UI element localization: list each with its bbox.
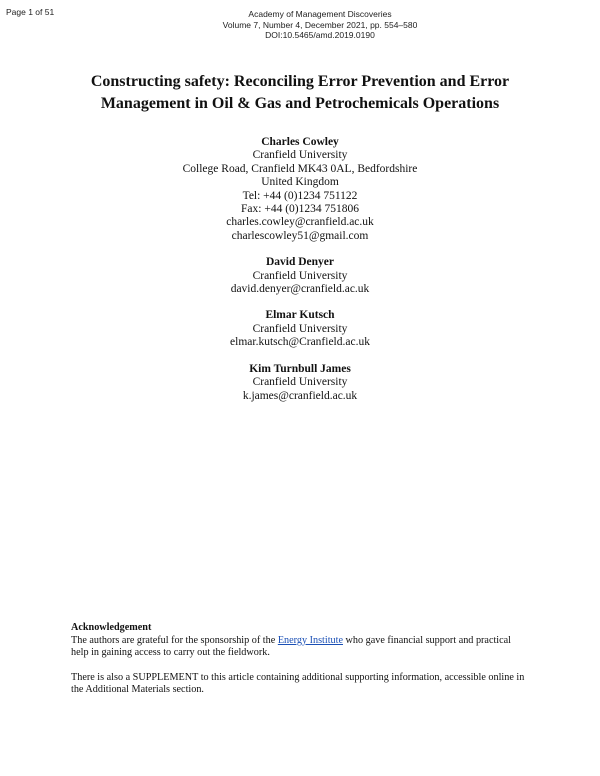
supplement-note: There is also a SUPPLEMENT to this article containing additional supporting information, accessible online in the Additional Materials section. — [71, 671, 525, 696]
author-list — [100, 136, 500, 416]
author-email: david.denyer@cranfield.ac.uk — [230, 283, 370, 296]
page-indicator: Page 1 of 51 — [6, 7, 55, 17]
author-address: College Road, Cranfield MK43 0AL, Bedfordshire — [182, 162, 418, 175]
author-affiliation: Cranfield University — [252, 376, 348, 389]
article-title-line-1: Constructing safety: Reconciling Error Prevention and Error — [90, 73, 510, 90]
author-name: David Denyer — [265, 256, 335, 269]
author-name: Elmar Kutsch — [265, 309, 335, 322]
author-block — [100, 309, 500, 349]
author-country: United Kingdom — [261, 176, 339, 189]
acknowledgement-text-start: The authors are grateful for the sponsorship of the — [71, 634, 278, 646]
journal-issue: Volume 7, Number 4, December 2021, pp. 554–580 — [222, 19, 418, 30]
author-block — [100, 363, 500, 403]
author-email: elmar.kutsch@Cranfield.ac.uk — [230, 336, 370, 349]
journal-doi: DOI:10.5465/amd.2019.0190 — [265, 30, 375, 40]
author-block — [100, 136, 500, 243]
author-email: charles.cowley@cranfield.ac.uk — [226, 216, 374, 229]
energy-institute-link[interactable]: Energy Institute — [277, 634, 343, 646]
acknowledgement-section — [71, 622, 531, 697]
author-name: Kim Turnbull James — [249, 362, 351, 375]
acknowledgement-heading: Acknowledgement — [71, 622, 152, 633]
article-title-line-2: Management in Oil & Gas and Petrochemicals Operations — [100, 95, 500, 112]
article-title — [40, 71, 560, 115]
acknowledgement-text — [71, 635, 531, 660]
acknowledgement-text-end: who gave financial support and practical help in gaining access to carry out the fieldwork. — [71, 634, 512, 659]
author-telephone: Tel: +44 (0)1234 751122 — [242, 189, 358, 202]
author-affiliation: Cranfield University — [252, 149, 348, 162]
author-affiliation: Cranfield University — [252, 322, 348, 335]
journal-name: Academy of Management Discoveries — [248, 9, 392, 19]
author-block — [100, 256, 500, 296]
author-affiliation: Cranfield University — [252, 269, 348, 282]
author-fax: Fax: +44 (0)1234 751806 — [241, 203, 359, 216]
author-email-alt: charlescowley51@gmail.com — [231, 229, 369, 242]
author-name: Charles Cowley — [261, 136, 339, 148]
journal-header — [150, 9, 490, 41]
author-email: k.james@cranfield.ac.uk — [242, 389, 358, 402]
